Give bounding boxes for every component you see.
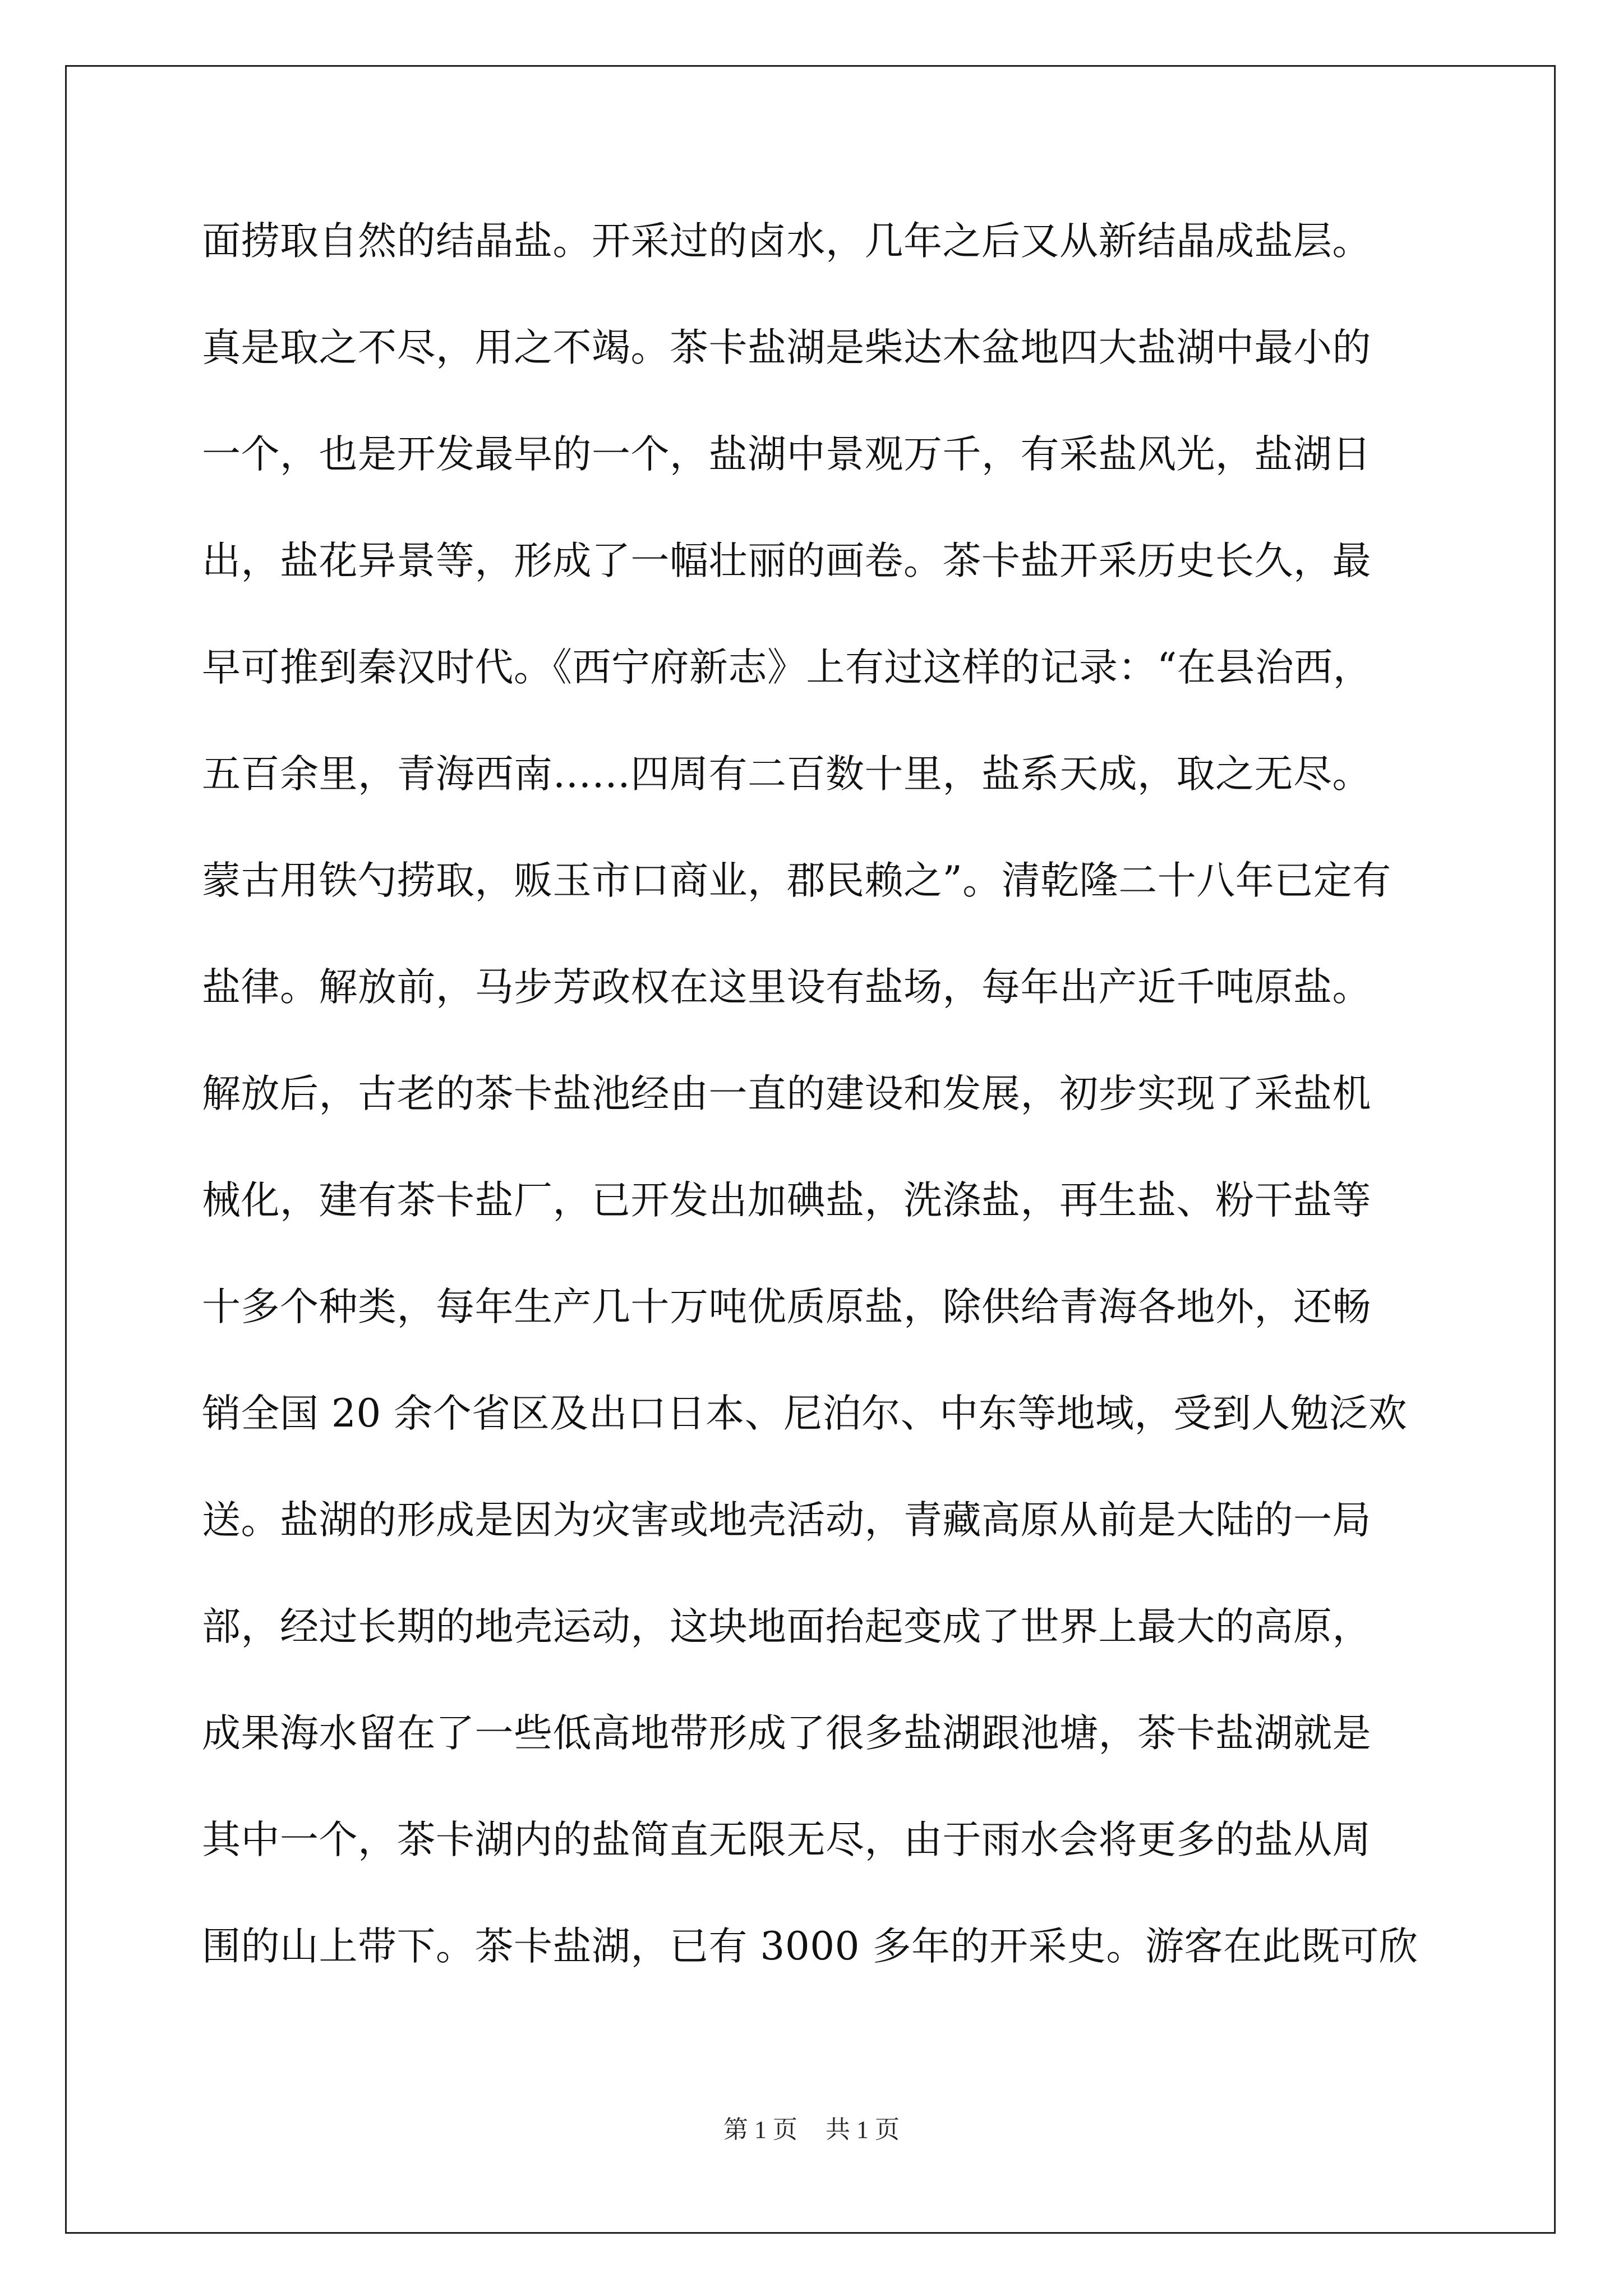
document-body [202,208,1436,2019]
text-line: 送。盐湖的形成是因为灾害或地壳活动，青藏高原从前是大陆的一局 [202,1498,1371,1543]
text-line: 盐律。解放前，马步芳政权在这里设有盐场，每年出产近千吨原盐。 [202,965,1371,1010]
text-line: 早可推到秦汉时代。《西宁府新志》上有过这样的记录：“在县治西， [202,645,1372,690]
page-total: 共 1 页 [826,2116,900,2143]
text-line: 围的山上带下。茶卡盐湖，已有 3000 多年的开采史。游客在此既可欣 [202,1924,1418,1969]
text-line: 成果海水留在了一些低高地带形成了很多盐湖跟池塘，茶卡盐湖就是 [202,1711,1371,1756]
text-line: 面捞取自然的结晶盐。开采过的卤水，几年之后又从新结晶成盐层。 [202,219,1371,264]
text-line: 五百余里，青海西南……四周有二百数十里，盐系天成，取之无尽。 [202,752,1371,797]
text-line: 其中一个，茶卡湖内的盐简直无限无尽，由于雨水会将更多的盐从周 [202,1818,1371,1862]
text-line: 械化，建有茶卡盐厂，已开发出加碘盐，洗涤盐，再生盐、粉干盐等 [202,1178,1371,1223]
page-footer [0,2109,1623,2145]
text-line: 真是取之不尽，用之不竭。茶卡盐湖是柴达木盆地四大盐湖中最小的 [202,325,1371,370]
text-line: 一个，也是开发最早的一个，盐湖中景观万千，有采盐风光，盐湖日 [202,432,1371,477]
text-line: 部，经过长期的地壳运动，这块地面抬起变成了世界上最大的高原， [202,1604,1371,1649]
text-line: 销全国 20 余个省区及出口日本、尼泊尔、中东等地域，受到人勉泛欢 [202,1391,1408,1436]
text-line: 十多个种类，每年生产几十万吨优质原盐，除供给青海各地外，还畅 [202,1285,1371,1329]
page-number: 第 1 页 [723,2116,797,2143]
text-line: 蒙古用铁勺捞取，贩玉市口商业，郡民赖之”。清乾隆二十八年已定有 [202,858,1391,903]
text-line: 出，盐花异景等，形成了一幅壮丽的画卷。茶卡盐开采历史长久，最 [202,539,1371,583]
text-line: 解放后，古老的茶卡盐池经由一直的建设和发展，初步实现了采盐机 [202,1071,1371,1116]
